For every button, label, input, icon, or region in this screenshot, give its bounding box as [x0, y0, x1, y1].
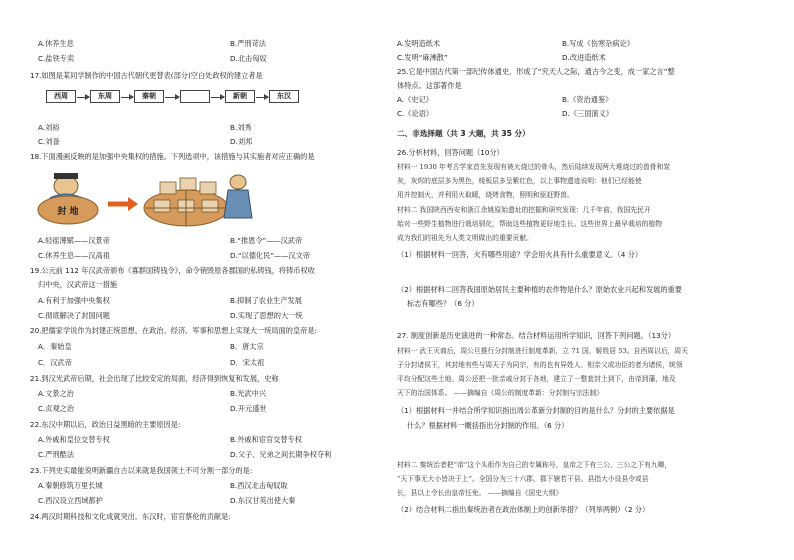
q26-subquestion-2-line1: （2）根据材料二回答我国原始居民主要种植的农作物是什么？原始农业兴起和发展的重要 [397, 285, 682, 294]
material-1-line: 灰，灰烬的底层多为黑色，棱板层多呈紫红色，以上事物遗迹说明：他们已经能使 [397, 177, 642, 185]
q17-option-d[interactable]: D.刘邦 [230, 137, 253, 146]
q21-option-b[interactable]: B.光武中兴 [230, 389, 266, 398]
material-1-line: 材料一 1930 年考古学家首先发现有被火烧过的骨头，然后陆续发现两大堆烧过的兽骨和炭 [397, 163, 671, 171]
q16-option-d[interactable]: D.北击匈奴 [230, 54, 267, 63]
q21-option-a[interactable]: A.文景之治 [38, 389, 74, 398]
flow-arrow-icon [77, 97, 89, 98]
flow-arrow-icon [211, 97, 224, 98]
q16-option-c[interactable]: C.盐铁专卖 [38, 54, 75, 63]
q25-stem-line1: 25.它是中国古代第一部纪传体通史，形成了“究天人之际，通古今之变，成一家之言”整 [397, 67, 675, 76]
q22-option-d[interactable]: D.父子、兄弟之间长期争权夺利 [230, 450, 332, 459]
q23-option-c[interactable]: C.西汉设立西域都护 [38, 496, 103, 505]
material-27-2-line: “天下事无大小皆决于上”。全国分为三十六郡，郡下辖若干县。县指大小设县令或县 [397, 475, 649, 483]
q24-stem: 24.两汉时期科技和文化成就突出。东汉时，宦官蔡伦的贡献是: [30, 512, 231, 521]
q23-option-b[interactable]: B.西汉北击匈奴取 [230, 481, 288, 490]
q17-option-c[interactable]: C.刘备 [38, 137, 60, 146]
q20-option-c[interactable]: C．汉武帝 [38, 358, 72, 367]
q26-stem: 26.分析材料，回答问题（10分） [397, 148, 504, 157]
flow-box-dongzhou: 东周 [90, 90, 120, 103]
q17-stem: 17.如图是某同学制作的中国古代朝代更替表(部分)空白处政权的建立者是 [30, 71, 263, 80]
q19-stem-line1: 19.公元前 112 年汉武帝颁布《寡群国铸钱令》，命令销毁原各郡国的私铸钱，将铸币权收 [30, 266, 315, 275]
q25-option-d[interactable]: D.《三国演义》 [562, 109, 613, 118]
q26-subquestion-2-line2: 标志有哪些？（6 分） [407, 299, 479, 308]
q21-option-c[interactable]: C.贞观之治 [38, 404, 75, 413]
material-2-line: 成为我们的祖先为人类文明做出的重要贡献。 [397, 234, 533, 242]
q22-option-c[interactable]: C.严刑酷法 [38, 450, 75, 459]
q20-option-d[interactable]: D．宋太祖 [230, 358, 265, 367]
q19-option-a[interactable]: A.有利于加强中央集权 [38, 296, 110, 305]
flow-box-blank [180, 90, 210, 103]
material-1-line: 用并控制火，并利用火取暖，烧烤食物，照明和驱赶野兽。 [397, 191, 574, 199]
material-27-1-line: 平均分配这些土地。周公还把一批亲戚分封于各地，建立了一整套封土到下，由帝到藩，地及 [397, 375, 676, 383]
material-2-line: 始对一些野生植物进行栽培驯化，帮助这些植物更好地生长。这些世界上最早栽培的植物 [397, 220, 663, 228]
q18-option-d[interactable]: D.“以德化民”——汉文帝 [230, 251, 310, 260]
q23-stem: 23.下列史实最能说明新疆自古以来就是我国领土不可分割一部分的是: [30, 466, 253, 475]
q22-option-a[interactable]: A.外戚和皇位交替专权 [38, 435, 110, 444]
material-27-2-source: 长，县以上令长由皇帝任免。 ——摘编自《国史大纲》 [397, 489, 563, 497]
q27-subquestion-1-line1: （1）根据材料一并结合所学知识指出周公革新分封制的目的是什么？分封的主要依据是 [397, 406, 675, 415]
flow-box-qin: 秦朝 [134, 90, 164, 103]
q23-option-d[interactable]: D.东汉甘英出使大秦 [230, 496, 296, 505]
q20-stem: 20.把儒家学说作为封建正统思想，在政治、经济、军事和思想上实现大一统局面的皇帝是: [30, 326, 317, 335]
section-heading: 二、非选择题（共 3 大题，共 35 分） [397, 129, 530, 138]
q18-option-c[interactable]: C.休养生息——汉高祖 [38, 251, 110, 260]
q25-option-c[interactable]: C.《论语》 [397, 109, 434, 118]
flow-box-xin: 新朝 [225, 90, 255, 103]
flow-arrow-icon [121, 97, 133, 98]
q17-option-a[interactable]: A.刘裕 [38, 123, 60, 132]
cartoon-label: 封 地 [57, 207, 79, 217]
q21-option-d[interactable]: D.开元盛世 [230, 404, 267, 413]
q25-stem-line2: 体特点。这部著作是 [397, 81, 462, 90]
material-27-2-line: 材料二 秦统治者把“帝”这个头衔作为自己的专属称号，皇帝之下有三公，三公之下有九卿， [397, 461, 672, 469]
flow-arrow-icon [165, 97, 179, 98]
flow-box-donghan: 东汉 [269, 90, 299, 103]
q23-option-a[interactable]: A.秦朝修筑万里长城 [38, 481, 103, 490]
q19-option-c[interactable]: C.彻底解决了封国问题 [38, 311, 110, 320]
q24-option-a[interactable]: A.发明造纸术 [397, 39, 441, 48]
q19-option-b[interactable]: B.抑制了农业生产发展 [230, 296, 302, 305]
q25-option-a[interactable]: A.《史记》 [397, 95, 433, 104]
q27-subquestion-1-line2: 什么？根据材料一概括指出分封制的作用。（6 分） [407, 421, 569, 430]
q24-option-c[interactable]: C.发明“麻沸散” [397, 53, 448, 62]
q24-option-d[interactable]: D.改进造纸术 [562, 53, 606, 62]
q19-stem-line2: 归中央，汉武帝这一措施 [38, 280, 118, 289]
q20-option-a[interactable]: A．秦始皇 [38, 342, 72, 351]
q21-stem: 21.到汉光武帝后期，社会出现了比较安定的局面，经济得到恢复和发展，史称 [30, 374, 279, 383]
material-27-1-source: 天下的治国体系。 ——摘编自《周公的制度革新：分封制与宗法制》 [397, 389, 604, 397]
material-2-line: 材料二 我国陕西西安和浙江余姚原始遗址的挖掘和研究发现：几千年前，我国先民开 [397, 206, 651, 214]
q18-option-a[interactable]: A.轻徭薄赋——汉景帝 [38, 236, 110, 245]
q27-stem: 27. 制度创新是历史演进的一种常态。结合材料运用所学知识，回答下列问题。（13分） [397, 331, 676, 340]
q20-option-b[interactable]: B．唐太宗 [230, 342, 264, 351]
q18-stem: 18.下面漫画反映的是加强中央集权的措施。下列选项中，该措施与其实施者对应正确的是 [30, 152, 315, 161]
q27-subquestion-2: （2）结合材料二指出秦统治者在政治体制上的创新举措？（列举两例）（2 分） [397, 505, 650, 514]
q16-option-b[interactable]: B.严刑苛法 [230, 39, 266, 48]
q18-option-b[interactable]: B.“推恩令”——汉武帝 [230, 236, 303, 245]
flow-box-xizhou: 西周 [46, 90, 76, 103]
q24-option-b[interactable]: B.写成《伤寒杂病论》 [562, 39, 634, 48]
q22-option-b[interactable]: B.外戚和宦官交替专权 [230, 435, 302, 444]
q16-option-a[interactable]: A.休养生息 [38, 39, 74, 48]
material-27-1-line: 材料一 武王灭商后，周公旦推行分封制进行制度革新，立 71 国，姬姓居 53。自西周以后，周天 [397, 347, 689, 355]
q17-option-b[interactable]: B.刘秀 [230, 123, 252, 132]
q26-subquestion-1: （1）根据材料一回答，火有哪些用途？学会用火具有什么重要意义。（4 分） [397, 250, 643, 259]
q22-stem: 22.东汉中期以后，政治日益黑暗的主要原因是: [30, 420, 181, 429]
flow-arrow-icon [256, 97, 268, 98]
centralization-cartoon [36, 164, 258, 232]
q19-option-d[interactable]: D.实现了思想的大一统 [230, 311, 303, 320]
q25-option-b[interactable]: B.《资治通鉴》 [562, 95, 613, 104]
material-27-1-line: 子分封诸侯王，其封地有些与周天子为同宗，有的也有异姓人、相亲父或功臣的者为诸侯，统领 [397, 361, 683, 369]
